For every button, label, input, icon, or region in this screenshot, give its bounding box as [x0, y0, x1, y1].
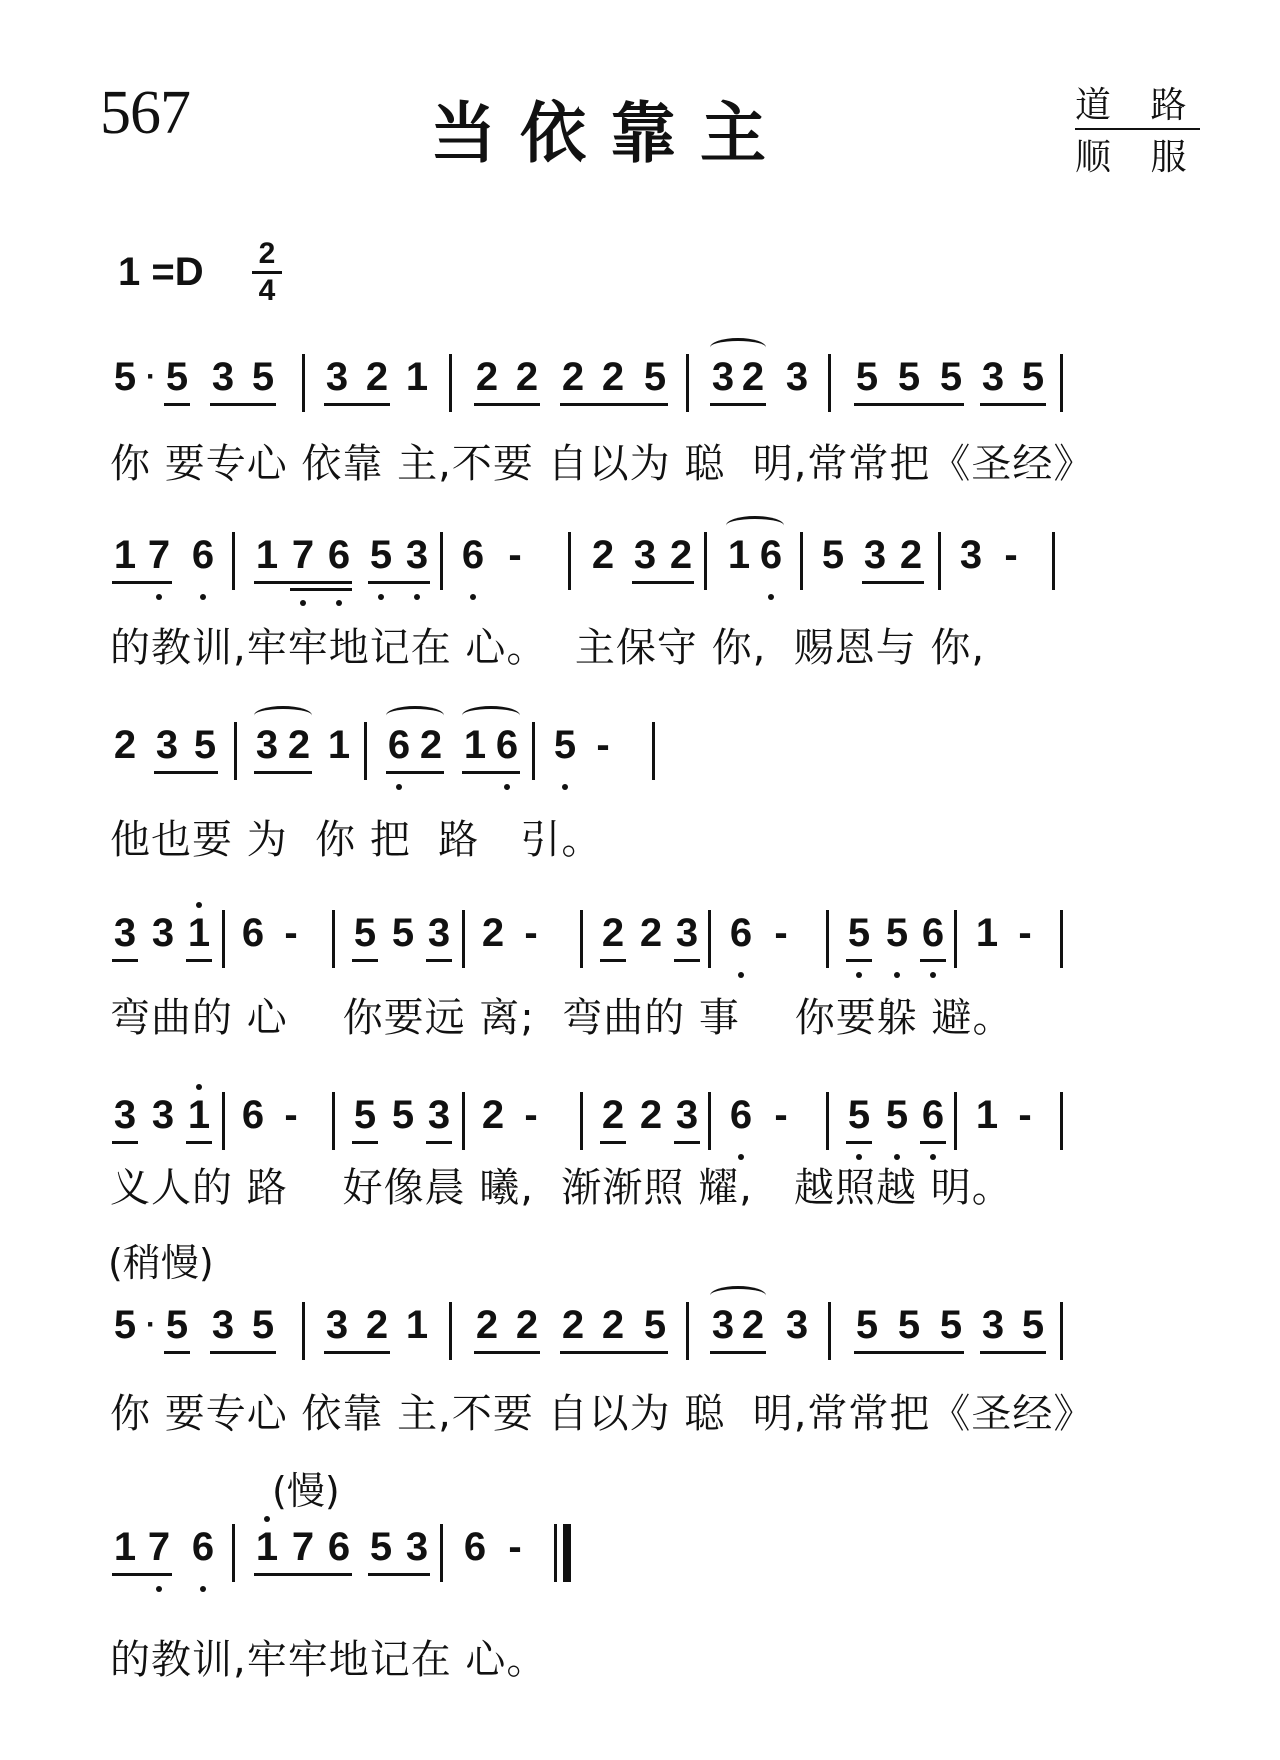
high-octave-dot	[264, 1516, 270, 1522]
low-octave-dot	[894, 972, 900, 978]
note: 5	[1021, 1303, 1045, 1347]
bar-line	[826, 910, 829, 968]
underline	[846, 959, 872, 962]
bar-line	[1052, 532, 1055, 590]
note: 6	[729, 1093, 753, 1137]
underline	[674, 1141, 700, 1144]
note: 3	[633, 533, 657, 577]
underline	[980, 403, 1046, 406]
note: 7	[147, 533, 171, 577]
note: 5	[553, 723, 577, 767]
note: -	[774, 911, 788, 955]
note: 3	[211, 355, 235, 399]
note: 3	[427, 1093, 451, 1137]
underline	[560, 403, 668, 406]
bar-line	[652, 722, 655, 780]
note: 7	[291, 533, 315, 577]
note: 2	[287, 723, 311, 767]
note: 5	[855, 1303, 879, 1347]
note: 5	[643, 1303, 667, 1347]
underline	[210, 403, 276, 406]
note: 3	[675, 1093, 699, 1137]
bar-line	[1060, 1092, 1063, 1150]
bar-line	[462, 910, 465, 968]
note: 2	[481, 1093, 505, 1137]
note: 6	[495, 723, 519, 767]
notation-line-7	[112, 1522, 1192, 1578]
note: 2	[741, 355, 765, 399]
note: 1	[405, 355, 429, 399]
note: 5	[193, 723, 217, 767]
low-octave-dot	[738, 972, 744, 978]
note: 1	[187, 911, 211, 955]
bar-line	[449, 354, 452, 412]
bar-line	[232, 532, 235, 590]
note: 3	[155, 723, 179, 767]
bar-line	[938, 532, 941, 590]
note: 5	[251, 355, 275, 399]
low-octave-dot	[378, 594, 384, 600]
note: 2	[481, 911, 505, 955]
notation-line-6	[112, 1300, 1192, 1356]
note: 3	[151, 911, 175, 955]
bar-line	[800, 532, 803, 590]
note: 3	[405, 1525, 429, 1569]
note: 5	[369, 1525, 393, 1569]
note: 1	[405, 1303, 429, 1347]
note: 2	[601, 355, 625, 399]
note: 1	[255, 1525, 279, 1569]
underline	[854, 1351, 964, 1354]
underline	[674, 959, 700, 962]
bar-line	[332, 910, 335, 968]
note: 6	[759, 533, 783, 577]
note: 2	[591, 533, 615, 577]
note: 1	[727, 533, 751, 577]
tempo-mark-slow: (慢)	[272, 1469, 340, 1513]
note: 5	[165, 355, 189, 399]
note: 2	[741, 1303, 765, 1347]
bar-line	[440, 1524, 443, 1582]
bar-line	[828, 1302, 831, 1360]
dot-mark: ·	[146, 1308, 156, 1341]
underline	[164, 403, 190, 406]
underline	[164, 1351, 190, 1354]
lyrics-line-6: 你 要专心 依靠 主,不要 自以为 聪 明,常常把《圣经》	[110, 1391, 1095, 1437]
note: -	[1018, 1093, 1032, 1137]
underline	[920, 959, 946, 962]
underline	[474, 1351, 540, 1354]
underline	[846, 1141, 872, 1144]
note: 1	[975, 911, 999, 955]
note: 6	[921, 911, 945, 955]
dot-mark: ·	[146, 360, 156, 393]
note: 5	[897, 1303, 921, 1347]
time-numerator: 2	[258, 237, 276, 270]
note: 3	[325, 355, 349, 399]
underline	[854, 403, 964, 406]
note: 5	[643, 355, 667, 399]
low-octave-dot	[414, 594, 420, 600]
note: -	[524, 911, 538, 955]
bar-line	[232, 1524, 235, 1582]
note: 5	[939, 1303, 963, 1347]
low-octave-dot	[156, 1586, 162, 1592]
note: 2	[515, 355, 539, 399]
underline	[324, 403, 390, 406]
lyrics-line-5: 义人的 路 好像晨 曦, 渐渐照 耀, 越照越 明。	[110, 1165, 1013, 1211]
bar-line	[954, 910, 957, 968]
bar-line	[686, 1302, 689, 1360]
topic-2: 顺 服	[1075, 137, 1201, 178]
low-octave-dot	[768, 594, 774, 600]
bar-line	[532, 722, 535, 780]
note: 3	[211, 1303, 235, 1347]
note: 3	[981, 355, 1005, 399]
note: 5	[897, 355, 921, 399]
underline	[112, 959, 138, 962]
note: 5	[113, 1303, 137, 1347]
note: 2	[475, 1303, 499, 1347]
note: 6	[921, 1093, 945, 1137]
underline	[210, 1351, 276, 1354]
lyrics-line-7: 的教训,牢牢地记在 心。	[110, 1637, 548, 1683]
underline	[290, 588, 352, 591]
note: 3	[863, 533, 887, 577]
underline	[560, 1351, 668, 1354]
note: -	[508, 533, 522, 577]
lyrics-line-3: 他也要 为 你 把 路 引。	[110, 817, 603, 863]
note: 5	[885, 1093, 909, 1137]
underline	[474, 403, 540, 406]
note: 6	[729, 911, 753, 955]
bar-line	[826, 1092, 829, 1150]
underline	[386, 771, 444, 774]
low-octave-dot	[504, 784, 510, 790]
note: 3	[785, 355, 809, 399]
note: -	[596, 723, 610, 767]
bar-line	[708, 1092, 711, 1150]
bar-line	[580, 1092, 583, 1150]
note: 5	[251, 1303, 275, 1347]
note: 1	[113, 1525, 137, 1569]
underline	[368, 581, 430, 584]
note: 2	[601, 911, 625, 955]
note: 6	[191, 533, 215, 577]
underline	[112, 1141, 138, 1144]
note: 6	[327, 533, 351, 577]
note: 7	[291, 1525, 315, 1569]
underline	[710, 403, 766, 406]
time-denominator: 4	[258, 274, 276, 307]
underline	[324, 1351, 390, 1354]
bar-line	[302, 354, 305, 412]
bar-line	[222, 1092, 225, 1150]
note: 5	[821, 533, 845, 577]
note: 2	[639, 1093, 663, 1137]
key-signature: 1 =D	[118, 250, 204, 294]
note: 1	[113, 533, 137, 577]
underline	[254, 771, 312, 774]
note: -	[284, 1093, 298, 1137]
note: 3	[255, 723, 279, 767]
note: 5	[885, 911, 909, 955]
bar-line	[580, 910, 583, 968]
bar-line	[954, 1092, 957, 1150]
underline	[112, 581, 172, 584]
note: 5	[391, 1093, 415, 1137]
underline	[352, 959, 378, 962]
note: 5	[847, 1093, 871, 1137]
notation-line-3	[112, 720, 1192, 776]
lyrics-line-1: 你 要专心 依靠 主,不要 自以为 聪 明,常常把《圣经》	[110, 441, 1095, 487]
note: 1	[187, 1093, 211, 1137]
bar-line	[234, 722, 237, 780]
underline	[368, 1573, 430, 1576]
note: 3	[113, 1093, 137, 1137]
underline	[112, 1573, 172, 1576]
note: 5	[165, 1303, 189, 1347]
note: 2	[669, 533, 693, 577]
note: 2	[365, 355, 389, 399]
note: 1	[255, 533, 279, 577]
bar-line	[704, 532, 707, 590]
note: 5	[1021, 355, 1045, 399]
topic-1: 道 路	[1075, 84, 1200, 130]
note: 2	[561, 355, 585, 399]
note: -	[524, 1093, 538, 1137]
bar-line	[462, 1092, 465, 1150]
note: -	[1018, 911, 1032, 955]
note: 2	[515, 1303, 539, 1347]
low-octave-dot	[396, 784, 402, 790]
note: 5	[391, 911, 415, 955]
underline	[980, 1351, 1046, 1354]
underline	[154, 771, 218, 774]
note: 1	[463, 723, 487, 767]
note: -	[284, 911, 298, 955]
high-octave-dot	[196, 1084, 202, 1090]
note: 3	[325, 1303, 349, 1347]
low-octave-dot	[156, 594, 162, 600]
underline	[186, 1141, 212, 1144]
notation-line-2	[112, 530, 1192, 586]
note: 5	[353, 1093, 377, 1137]
note: 3	[405, 533, 429, 577]
note: 3	[711, 355, 735, 399]
notation-line-1	[112, 352, 1192, 408]
note: 6	[241, 911, 265, 955]
note: 7	[147, 1525, 171, 1569]
underline	[710, 1351, 766, 1354]
note: 2	[899, 533, 923, 577]
bar-line	[1060, 1302, 1063, 1360]
note: 2	[601, 1093, 625, 1137]
note: 6	[191, 1525, 215, 1569]
underline	[632, 581, 694, 584]
note: 2	[419, 723, 443, 767]
bar-line	[828, 354, 831, 412]
underline	[254, 581, 352, 584]
note: 2	[639, 911, 663, 955]
underline	[862, 581, 924, 584]
bar-line	[440, 532, 443, 590]
note: 2	[475, 355, 499, 399]
bar-line	[568, 532, 571, 590]
low-octave-dot	[200, 1586, 206, 1592]
note: 3	[427, 911, 451, 955]
underline	[600, 959, 626, 962]
low-octave-dot	[930, 972, 936, 978]
hymn-title: 当依靠主	[430, 95, 790, 172]
hymn-topics	[1075, 80, 1201, 184]
bar-line	[364, 722, 367, 780]
final-bar-thin	[554, 1524, 557, 1582]
note: 6	[327, 1525, 351, 1569]
note: 3	[959, 533, 983, 577]
note: 5	[369, 533, 393, 577]
note: 6	[463, 1525, 487, 1569]
underline	[426, 1141, 452, 1144]
note: 5	[939, 355, 963, 399]
note: 2	[365, 1303, 389, 1347]
note: 5	[353, 911, 377, 955]
low-octave-dot	[200, 594, 206, 600]
bar-line	[222, 910, 225, 968]
note: 2	[113, 723, 137, 767]
hymn-number: 567	[100, 79, 190, 147]
note: 2	[561, 1303, 585, 1347]
low-octave-dot	[562, 784, 568, 790]
note: 2	[601, 1303, 625, 1347]
note: -	[508, 1525, 522, 1569]
note: 3	[711, 1303, 735, 1347]
underline	[600, 1141, 626, 1144]
notation-line-4	[112, 908, 1192, 964]
lyrics-line-2: 的教训,牢牢地记在 心。 主保守 你, 赐恩与 你,	[110, 625, 986, 671]
low-octave-dot	[300, 600, 306, 606]
low-octave-dot	[470, 594, 476, 600]
underline	[186, 959, 212, 962]
note: 1	[327, 723, 351, 767]
underline	[426, 959, 452, 962]
note: 3	[113, 911, 137, 955]
final-bar-thick	[563, 1524, 571, 1582]
note: 5	[113, 355, 137, 399]
bar-line	[449, 1302, 452, 1360]
underline	[462, 771, 520, 774]
underline	[254, 1573, 352, 1576]
underline	[920, 1141, 946, 1144]
note: -	[774, 1093, 788, 1137]
bar-line	[686, 354, 689, 412]
lyrics-line-4: 弯曲的 心 你要远 离; 弯曲的 事 你要躲 避。	[110, 995, 1014, 1041]
bar-line	[302, 1302, 305, 1360]
tempo-mark-slightly-slow: (稍慢)	[108, 1241, 214, 1285]
note: -	[1004, 533, 1018, 577]
bar-line	[332, 1092, 335, 1150]
notation-line-5	[112, 1090, 1192, 1146]
note: 3	[981, 1303, 1005, 1347]
note: 3	[785, 1303, 809, 1347]
bar-line	[1060, 354, 1063, 412]
time-signature	[252, 238, 282, 307]
note: 3	[675, 911, 699, 955]
note: 3	[151, 1093, 175, 1137]
note: 6	[241, 1093, 265, 1137]
underline	[352, 1141, 378, 1144]
low-octave-dot	[856, 972, 862, 978]
note: 6	[387, 723, 411, 767]
high-octave-dot	[196, 902, 202, 908]
bar-line	[708, 910, 711, 968]
note: 6	[461, 533, 485, 577]
low-octave-dot	[336, 600, 342, 606]
note: 5	[847, 911, 871, 955]
note: 5	[855, 355, 879, 399]
note: 1	[975, 1093, 999, 1137]
bar-line	[1060, 910, 1063, 968]
